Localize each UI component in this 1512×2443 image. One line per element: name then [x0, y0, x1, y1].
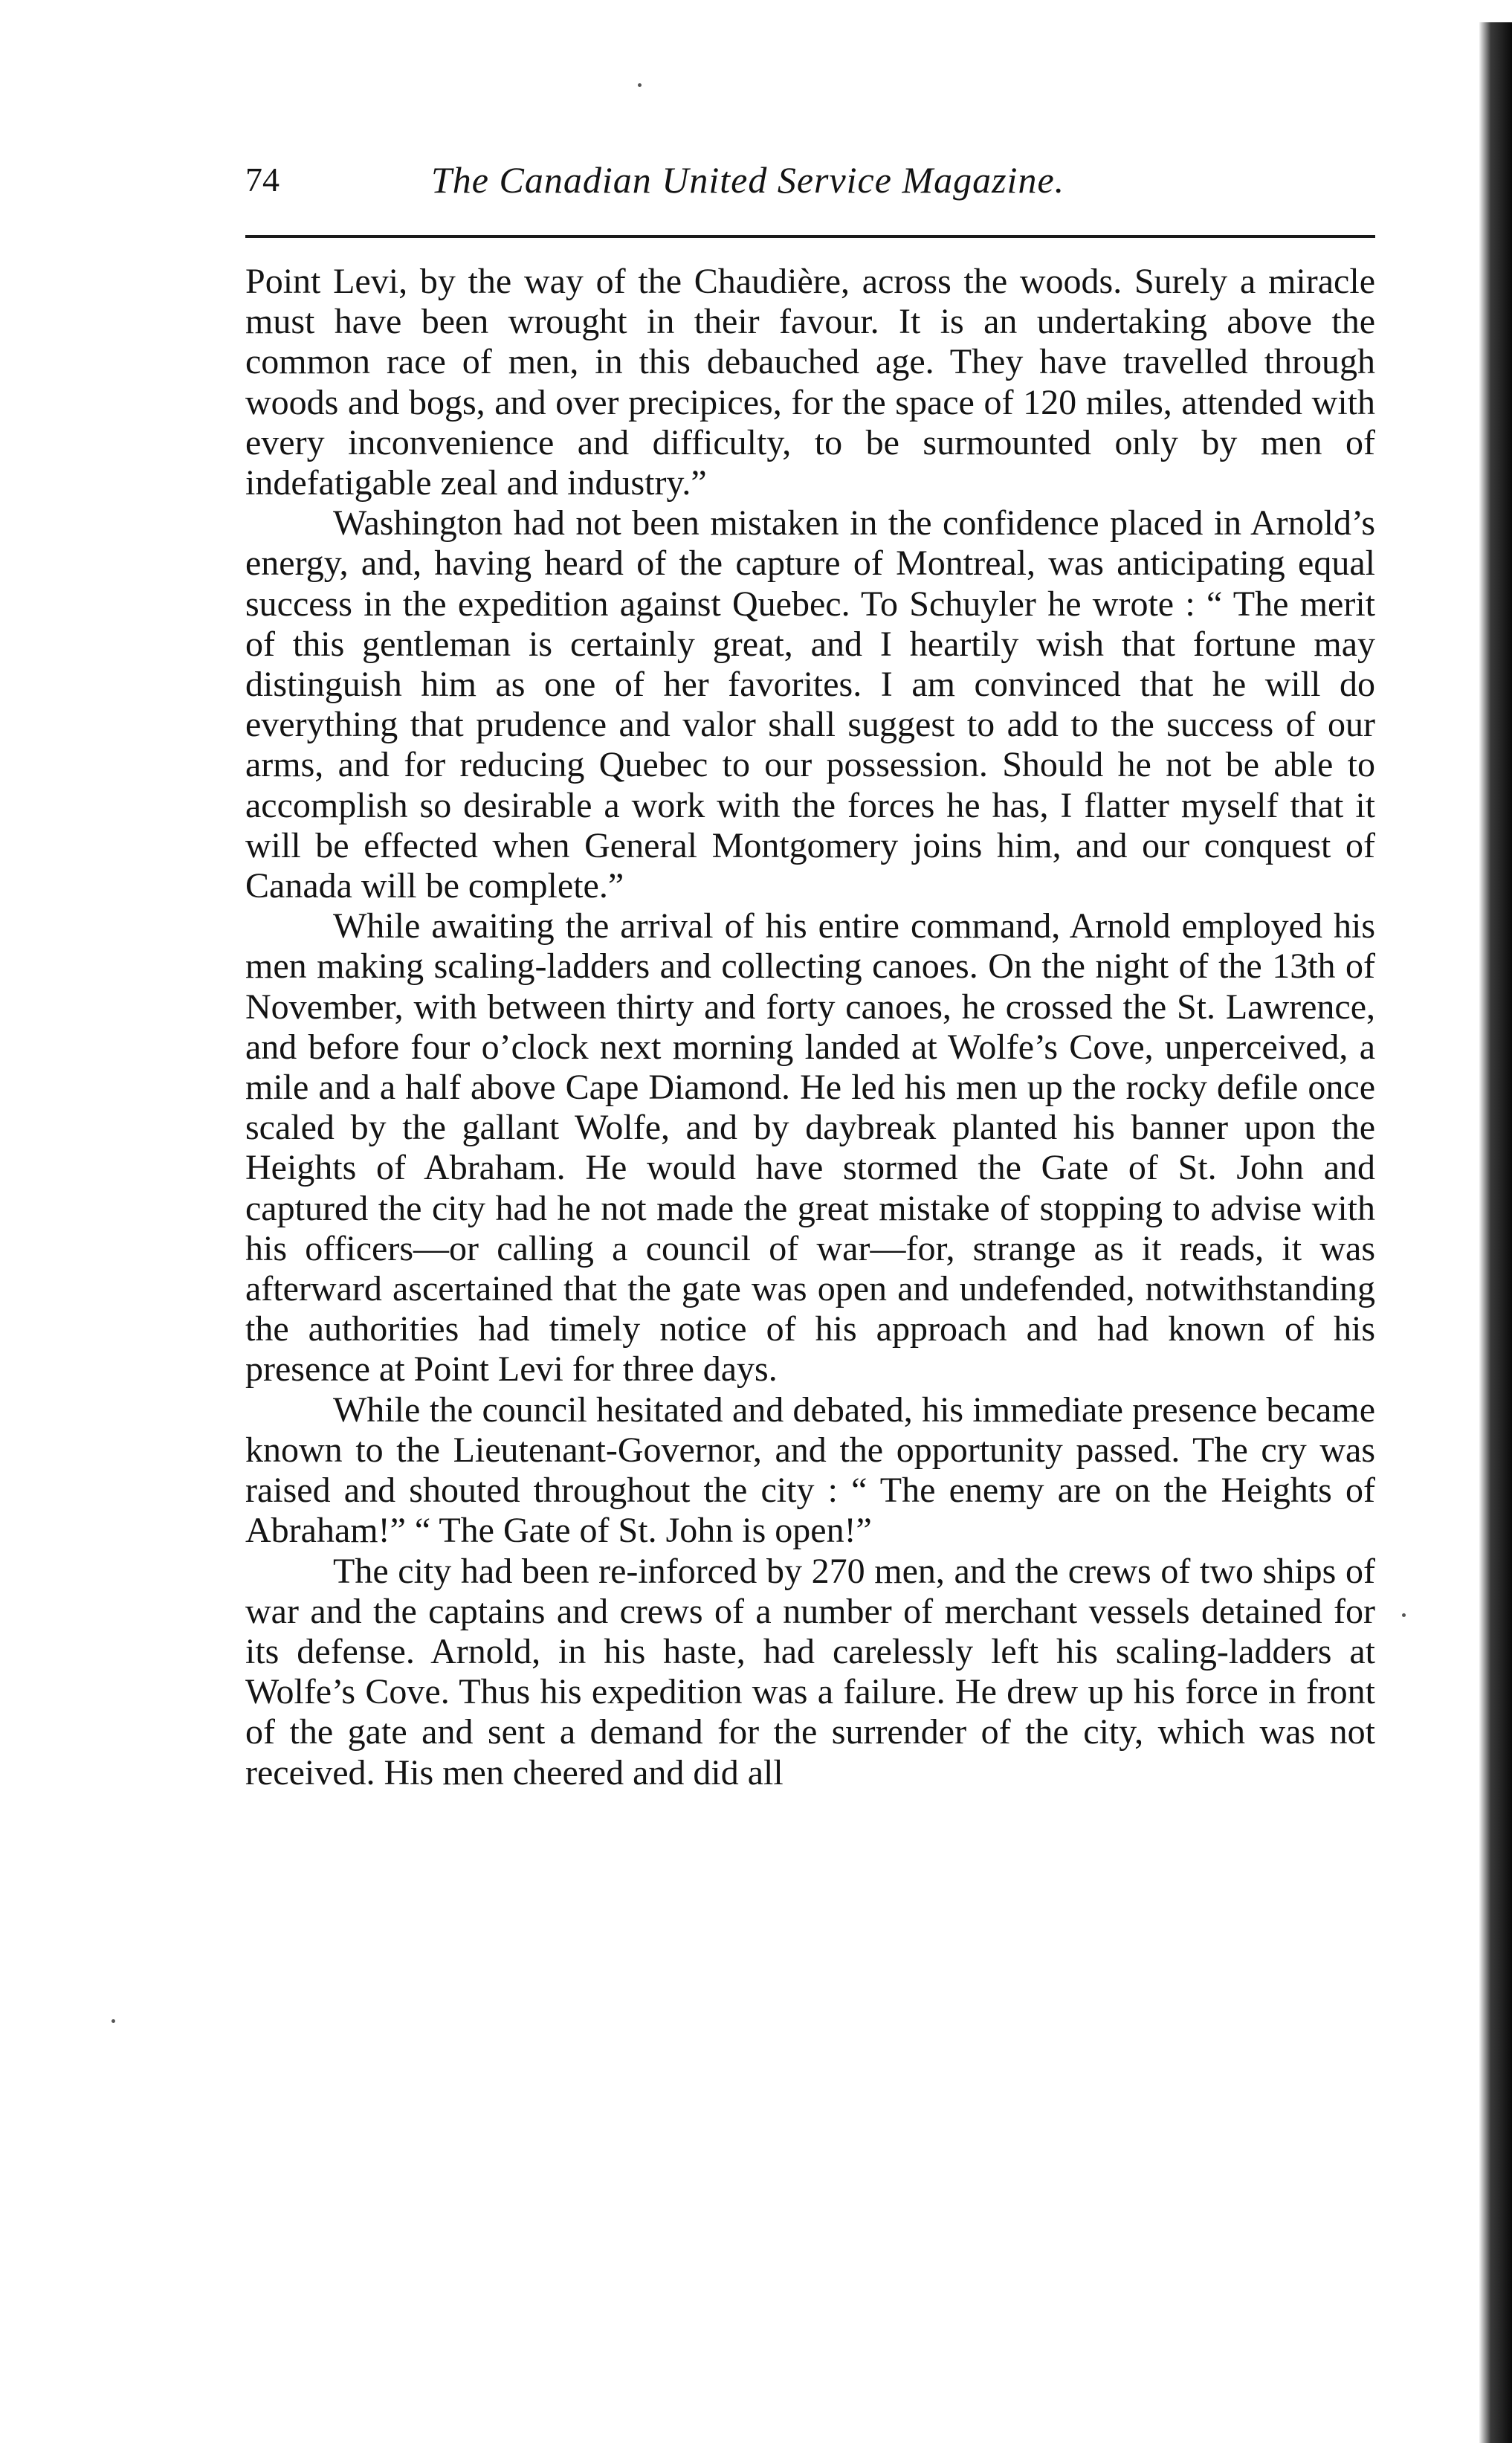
paragraph-3: While awaiting the arrival of his entire command, Arnold employed his men making scaling-ladders and collecting canoes. On the night of the 13th of November, with between thirty and forty canoes, he crossed the St. Lawrence, and before four o’clock next morning landed at Wolfe’s Cove, unperceived, a mile and a half above Cape Diamond. He led his men up the rocky defile once scaled by the gallant Wolfe, and by daybreak planted his banner upon the Heights of Abraham. He would have stormed the Gate of St. John and captured the city had he not made the great mistake of stopping to advise with his officers—or calling a council of war—for, strange as it reads, it was afterward ascertained that the gate was open and undefended, notwithstanding the authorities had timely notice of his approach and had known of his presence at Point Levi for three days. — [245, 906, 1375, 1390]
scan-speck — [1402, 1613, 1406, 1617]
article-body — [245, 262, 1375, 1793]
paragraph-1: Point Levi, by the way of the Chaudière, across the woods. Surely a miracle must have been wrought in their favour. It is an undertaking above the common race of men, in this debauched age. They have travelled through woods and bogs, and over precipices, for the space of 120 miles, attended with every inconvenience and difficulty, to be surmounted only by men of indefatigable zeal and industry.” — [245, 262, 1375, 503]
page-header — [245, 158, 1375, 210]
header-rule — [245, 235, 1375, 238]
running-title: The Canadian United Service Magazine. — [431, 159, 1065, 201]
paragraph-5: The city had been re-inforced by 270 men, and the crews of two ships of war and the captains and crews of a number of merchant vessels detained for its defense. Arnold, in his haste, had carelessly left his scaling-ladders at Wolfe’s Cove. Thus his expedition was a failure. He drew up his force in front of the gate and sent a demand for the surrender of the city, which was not received. His men cheered and did all — [245, 1551, 1375, 1792]
page-number: 74 — [245, 161, 280, 199]
paragraph-4: While the council hesitated and debated, his immediate presence became known to the Lieutenant-Governor, and the opportunity passed. The cry was raised and shouted throughout the city : “ The enemy are on the Heights of Abraham!” “ The Gate of St. John is open!” — [245, 1390, 1375, 1551]
scan-speck — [112, 2019, 115, 2023]
scan-speck — [638, 83, 642, 87]
page-edge-shadow — [1479, 22, 1512, 2443]
paragraph-2: Washington had not been mistaken in the confidence placed in Arnold’s energy, and, having heard of the capture of Montreal, was anticipating equal success in the expedition against Quebec. To Schuyler he wrote : “ The merit of this gentleman is certainly great, and I heartily wish that fortune may distinguish him as one of her favorites. I am convinced that he will do everything that prudence and valor shall suggest to add to the success of our arms, and for reducing Quebec to our possession. Should he not be able to accomplish so desirable a work with the forces he has, I flatter myself that it will be effected when General Montgomery joins him, and our conquest of Canada will be complete.” — [245, 503, 1375, 906]
